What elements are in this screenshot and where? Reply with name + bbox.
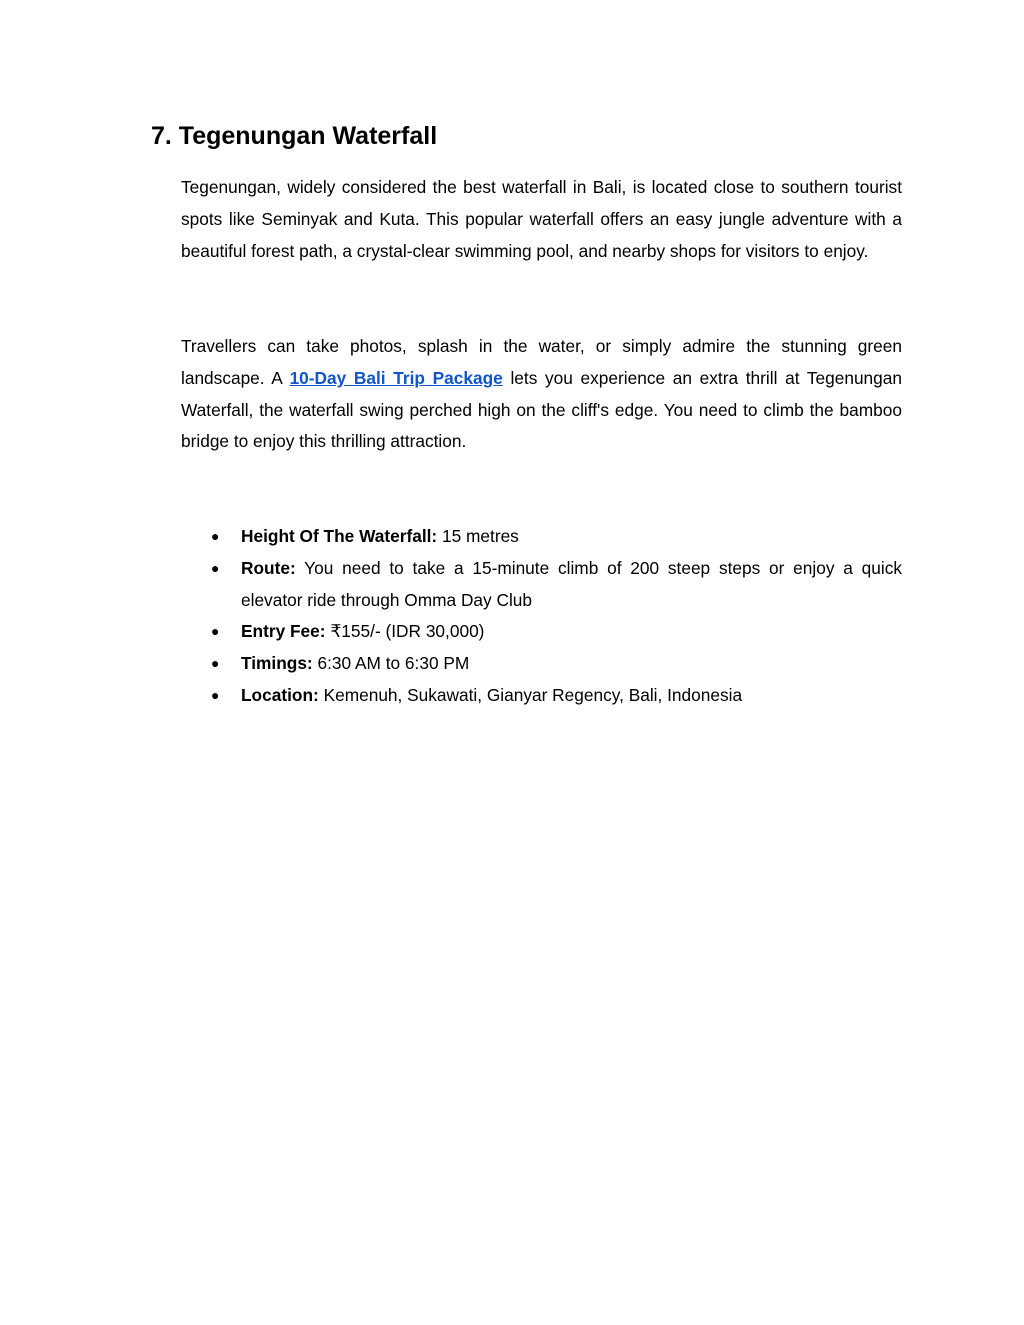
waterfall-facts-list xyxy=(211,521,902,712)
fact-value: ₹155/- (IDR 30,000) xyxy=(325,621,485,642)
bullet-icon: ● xyxy=(211,686,220,703)
bullet-icon: ● xyxy=(211,559,220,576)
trip-package-link[interactable]: 10-Day Bali Trip Package xyxy=(289,367,503,388)
fact-label: Location: xyxy=(241,684,319,705)
fact-label: Timings: xyxy=(241,653,313,674)
intro-paragraph: Tegenungan, widely considered the best waterfall in Bali, is located close to southern tourist spots like Seminyak and Kuta. This popular waterfall offers an easy jungle adventure with a beautiful forest path, a crystal-clear swimming pool, and nearby shops for visitors to enjoy. xyxy=(181,177,902,261)
bullet-icon: ● xyxy=(211,655,220,672)
fact-label: Height Of The Waterfall: xyxy=(241,526,438,546)
activities-paragraph xyxy=(181,331,902,458)
bullet-icon: ● xyxy=(211,528,220,544)
fact-height xyxy=(211,521,902,553)
fact-value: 6:30 AM to 6:30 PM xyxy=(312,653,470,674)
fact-route xyxy=(211,553,902,617)
section-heading: 7. Tegenungan Waterfall xyxy=(151,122,438,150)
bullet-icon: ● xyxy=(211,623,220,640)
activities-text-before-link: Travellers can take photos, splash in the water, or simply admire the stunning green landscape. A xyxy=(181,336,902,388)
fact-value: You need to take a 15-minute climb of 200 steep steps or enjoy a quick elevator ride through Omma Day Club xyxy=(241,557,902,610)
fact-value: Kemenuh, Sukawati, Gianyar Regency, Bali, Indonesia xyxy=(318,684,743,705)
fact-entry-fee xyxy=(211,616,902,648)
activities-text-after-link: lets you experience an extra thrill at Tegenungan Waterfall, the waterfall swing perched high on the cliff's edge. You need to climb the bamboo bridge to enjoy this thrilling attraction. xyxy=(181,367,903,452)
fact-label: Entry Fee: xyxy=(241,621,326,642)
fact-timings xyxy=(211,648,902,680)
fact-value: 15 metres xyxy=(437,526,519,546)
fact-location xyxy=(211,680,902,712)
fact-label: Route: xyxy=(241,557,296,578)
